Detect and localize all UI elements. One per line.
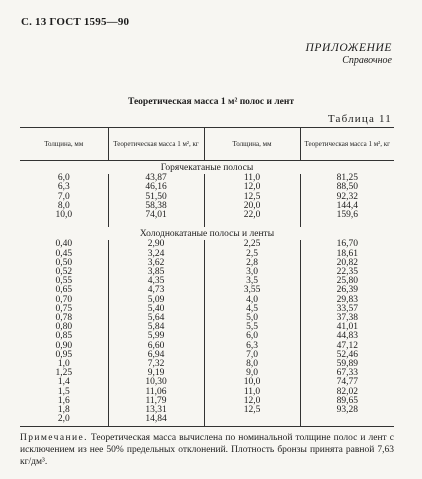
- section-title: Холоднокатаные полосы и ленты: [139, 229, 275, 240]
- thickness-cell: 2,5: [204, 250, 300, 259]
- thickness-cell: 0,50: [55, 257, 73, 268]
- thickness-cell: 12,0: [204, 183, 300, 192]
- mass-cell: 47,12: [300, 342, 394, 351]
- thickness-cell: 10,0: [55, 210, 73, 221]
- table-row: [20, 406, 394, 415]
- mass-cell: 3,24: [108, 250, 204, 259]
- thickness-cell: 11,0: [204, 174, 300, 183]
- thickness-cell: 8,0: [204, 360, 300, 369]
- mass-cell: 29,83: [300, 296, 394, 305]
- thickness-cell: 6,0: [204, 332, 300, 341]
- table-header-row: [20, 128, 394, 161]
- mass-cell: 6,60: [108, 342, 204, 351]
- mass-cell: 6,94: [108, 351, 204, 360]
- mass-cell: 4,35: [108, 277, 204, 286]
- mass-cell: 7,32: [108, 360, 204, 369]
- thickness-cell: 1,4: [57, 377, 70, 388]
- thickness-cell: 0,55: [55, 276, 73, 287]
- mass-cell: 59,89: [300, 360, 394, 369]
- thickness-cell: 0,65: [55, 285, 73, 296]
- thickness-cell: 2,25: [204, 240, 300, 249]
- mass-cell: 74,01: [108, 211, 204, 220]
- mass-cell: 11,79: [108, 397, 204, 406]
- mass-cell: 41,01: [300, 323, 394, 332]
- thickness-cell: 0,78: [55, 313, 73, 324]
- note-text: Теоретическая масса вычислена по номинальной толщине полос и лент с исключением из нее 50% предельных отклонений. Плотность бронзы принята равной 7,63 кг/дм³.: [20, 433, 394, 467]
- mass-cell: 3,85: [108, 268, 204, 277]
- mass-cell: 2,90: [108, 240, 204, 249]
- appendix-title: ПРИЛОЖЕНИЕ: [305, 42, 392, 54]
- thickness-cell: 12,0: [204, 397, 300, 406]
- thickness-cell: 0,80: [55, 322, 73, 333]
- thickness-cell: 7,0: [204, 351, 300, 360]
- thickness-cell: 1,8: [57, 405, 70, 416]
- section-gap: [20, 220, 394, 227]
- table-row: [20, 211, 394, 220]
- thickness-cell: 22,0: [204, 211, 300, 220]
- table-body: [20, 161, 394, 427]
- header-mass-1: Теоретическая масса 1 м², кг: [108, 128, 204, 161]
- appendix-label: [306, 42, 392, 66]
- mass-cell: 5,40: [108, 305, 204, 314]
- table-row: [20, 415, 394, 427]
- thickness-cell: 2,8: [204, 259, 300, 268]
- mass-cell: 52,46: [300, 351, 394, 360]
- mass-cell: 14,84: [108, 415, 204, 427]
- mass-cell: 67,33: [300, 369, 394, 378]
- thickness-cell: 1,0: [57, 359, 70, 370]
- mass-cell: 25,80: [300, 277, 394, 286]
- thickness-cell: 3,5: [204, 277, 300, 286]
- thickness-cell: 12,5: [204, 406, 300, 415]
- section-row: [20, 161, 394, 175]
- thickness-cell: 5,0: [204, 314, 300, 323]
- table-caption: Теоретическая масса 1 м² полос и лент: [127, 97, 295, 107]
- mass-cell: 33,57: [300, 305, 394, 314]
- mass-cell: 13,31: [108, 406, 204, 415]
- thickness-cell: 10,0: [204, 378, 300, 387]
- thickness-cell: 12,5: [204, 193, 300, 202]
- mass-cell: 26,39: [300, 286, 394, 295]
- mass-cell: 43,87: [108, 174, 204, 183]
- thickness-cell: 1,5: [57, 386, 70, 397]
- thickness-cell: 3,0: [204, 268, 300, 277]
- mass-table: [20, 127, 394, 427]
- section-title: Горячекатаные полосы: [160, 163, 254, 173]
- thickness-cell: 1,25: [55, 368, 73, 379]
- mass-cell: 89,65: [300, 397, 394, 406]
- mass-cell: 58,38: [108, 202, 204, 211]
- note: [20, 432, 394, 468]
- thickness-cell: 2,0: [20, 415, 108, 427]
- thickness-cell: 7,0: [57, 191, 70, 202]
- mass-cell: 144,4: [300, 202, 394, 211]
- thickness-cell: 6,3: [57, 182, 70, 193]
- thickness-cell: 0,45: [55, 248, 73, 259]
- mass-cell: 4,73: [108, 286, 204, 295]
- appendix-subtitle: Справочное: [342, 55, 392, 66]
- mass-cell: 81,25: [300, 174, 394, 183]
- mass-cell: 5,99: [108, 332, 204, 341]
- mass-cell: 5,84: [108, 323, 204, 332]
- thickness-cell: 0,75: [55, 303, 73, 314]
- page-header: С. 13 ГОСТ 1595—90: [21, 16, 130, 28]
- mass-cell: 9,19: [108, 369, 204, 378]
- mass-cell: 88,50: [300, 183, 394, 192]
- mass-cell: 44,83: [300, 332, 394, 341]
- mass-cell: 10,30: [108, 378, 204, 387]
- note-label: Примечание.: [20, 433, 88, 443]
- header-thickness-2: Толщина, мм: [204, 128, 300, 161]
- mass-cell: 5,64: [108, 314, 204, 323]
- mass-cell: 5,09: [108, 296, 204, 305]
- mass-cell: 159,6: [300, 211, 394, 220]
- mass-cell: 82,02: [300, 388, 394, 397]
- thickness-cell: 4,0: [204, 296, 300, 305]
- mass-cell: 20,82: [300, 259, 394, 268]
- thickness-cell: 0,85: [55, 331, 73, 342]
- mass-cell: [300, 415, 394, 427]
- mass-cell: 93,28: [300, 406, 394, 415]
- thickness-cell: 8,0: [57, 200, 70, 211]
- mass-cell: 46,16: [108, 183, 204, 192]
- thickness-cell: 20,0: [204, 202, 300, 211]
- mass-cell: 92,32: [300, 193, 394, 202]
- thickness-cell: 11,0: [204, 388, 300, 397]
- thickness-cell: [204, 415, 300, 427]
- mass-cell: 74,77: [300, 378, 394, 387]
- mass-cell: 3,62: [108, 259, 204, 268]
- thickness-cell: 3,55: [204, 286, 300, 295]
- mass-cell: 51,50: [108, 193, 204, 202]
- mass-cell: 22,35: [300, 268, 394, 277]
- thickness-cell: 0,40: [55, 239, 73, 250]
- thickness-cell: 9,0: [204, 369, 300, 378]
- header-thickness-1: Толщина, мм: [20, 128, 108, 161]
- thickness-cell: 0,52: [55, 267, 73, 278]
- mass-cell: 16,70: [300, 240, 394, 249]
- thickness-cell: 5,5: [204, 323, 300, 332]
- thickness-cell: 6,3: [204, 342, 300, 351]
- thickness-cell: 1,6: [57, 395, 70, 406]
- mass-cell: 18,61: [300, 250, 394, 259]
- thickness-cell: 6,0: [57, 173, 70, 184]
- mass-cell: 37,38: [300, 314, 394, 323]
- thickness-cell: 4,5: [204, 305, 300, 314]
- table-number: Таблица 11: [327, 113, 392, 125]
- thickness-cell: 0,95: [55, 349, 73, 360]
- header-mass-2: Теоретическая масса 1 м², кг: [300, 128, 394, 161]
- mass-cell: 11,06: [108, 388, 204, 397]
- thickness-cell: 0,70: [55, 294, 73, 305]
- thickness-cell: 0,90: [55, 340, 73, 351]
